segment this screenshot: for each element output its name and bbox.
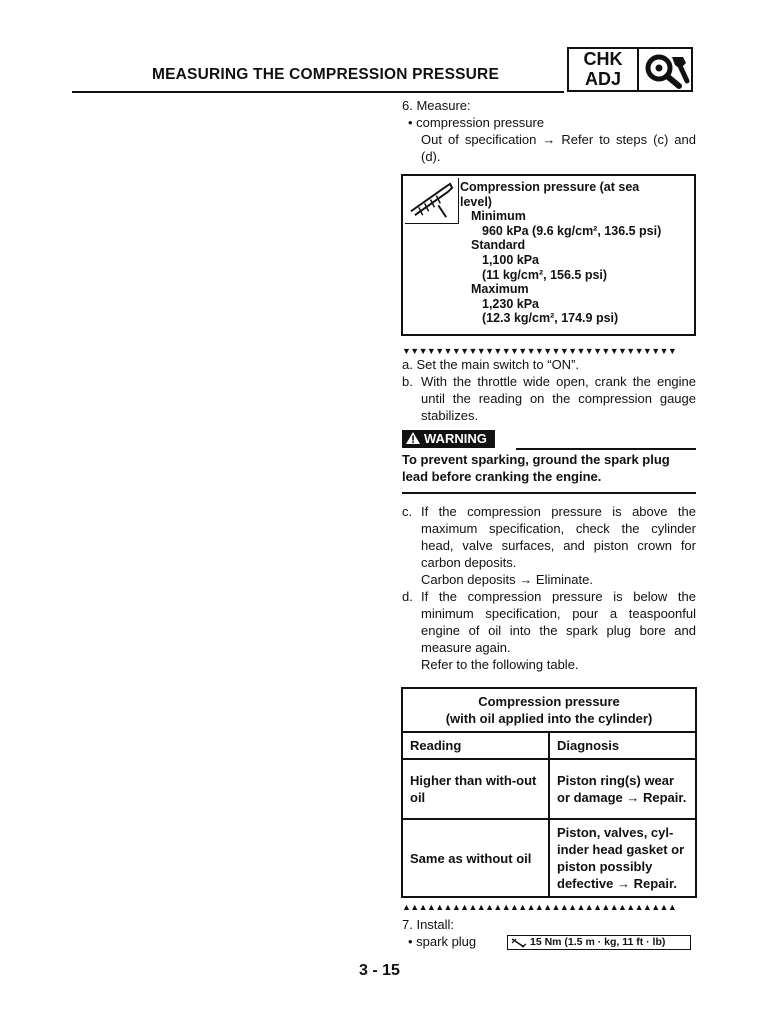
badge-adj-label: ADJ xyxy=(584,69,621,89)
table-row xyxy=(402,819,696,897)
warning-label-text: WARNING xyxy=(424,431,487,446)
diagnosis-cell: Piston ring(s) wear or damage → Repair. xyxy=(549,759,696,819)
badge-text-box xyxy=(569,49,639,90)
spec-min-label: Minimum xyxy=(471,209,526,224)
table-title xyxy=(402,688,696,732)
procedure-end-markers: ▲▲▲▲▲▲▲▲▲▲▲▲▲▲▲▲▲▲▲▲▲▲▲▲▲▲▲▲▲▲▲▲▲ xyxy=(402,902,677,912)
procedure-start-markers: ▼▼▼▼▼▼▼▼▼▼▼▼▼▼▼▼▼▼▼▼▼▼▼▼▼▼▼▼▼▼▼▼▼ xyxy=(402,346,677,356)
step-c-note: Carbon deposits → Eliminate. xyxy=(421,572,593,587)
caliper-gauge-icon xyxy=(405,178,459,224)
table-header-row xyxy=(402,732,696,759)
chk-adj-badge xyxy=(567,47,693,92)
step-b: With the throttle wide open, crank the engine until the reading on the compression gauge stabilizes. xyxy=(421,374,696,423)
torque-spec-box xyxy=(507,935,691,950)
warning-triangle-icon xyxy=(406,432,420,444)
column-header-reading: Reading xyxy=(402,732,549,759)
spec-max-label: Maximum xyxy=(471,282,529,297)
spec-std-value-2: (11 kg/cm², 156.5 psi) xyxy=(482,267,608,282)
step-b-marker: b. xyxy=(402,374,413,389)
page-number: 3 - 15 xyxy=(359,962,400,979)
warning-top-rule xyxy=(516,448,696,450)
step-6-item: • compression pressure xyxy=(408,115,545,130)
torque-wrench-icon xyxy=(511,937,527,948)
warning-text: To prevent sparking, ground the spark plug lead before cranking the engine. xyxy=(402,452,670,484)
header-rule xyxy=(72,91,564,93)
step-7-title: 7. Install: xyxy=(402,917,455,932)
magnifier-wrench-icon xyxy=(639,51,691,89)
step-7-item: • spark plug xyxy=(408,934,477,949)
table-title-line1: Compression pressure xyxy=(478,694,620,709)
table-title-line2: (with oil applied into the cylinder) xyxy=(445,711,653,726)
step-d-marker: d. xyxy=(402,589,413,604)
step-a: a. Set the main switch to “ON”. xyxy=(402,357,580,372)
table-title-row xyxy=(402,688,696,732)
reading-cell: Same as without oil xyxy=(402,819,549,897)
step-c: If the compression pressure is above the maximum specification, check the cylinder head, valve surfaces, and piston crown for carbon deposits. xyxy=(421,504,696,570)
specification-box xyxy=(401,174,696,336)
step-6-title: 6. Measure: xyxy=(402,98,471,113)
spec-max-value-1: 1,230 kPa xyxy=(482,296,539,311)
spec-min-value: 960 kPa (9.6 kg/cm², 136.5 psi) xyxy=(482,223,662,238)
page-title: MEASURING THE COMPRESSION PRESSURE xyxy=(152,66,499,83)
column-header-diagnosis: Diagnosis xyxy=(549,732,696,759)
spec-title-line2: level) xyxy=(460,194,492,209)
table-row xyxy=(402,759,696,819)
spec-values xyxy=(460,180,692,326)
spec-title-line1: Compression pressure (at sea xyxy=(460,180,640,194)
step-6-note: Out of specification → Refer to steps (c) and (d). xyxy=(421,132,696,164)
badge-chk-label: CHK xyxy=(583,49,623,69)
spec-std-value-1: 1,100 kPa xyxy=(482,252,539,267)
spec-std-label: Standard xyxy=(471,238,526,253)
warning-label xyxy=(402,430,495,448)
step-d: If the compression pressure is below the minimum specification, pour a teaspoonful engine of oil into the spark plug bore and measure again. xyxy=(421,589,696,655)
torque-value: 15 Nm (1.5 m · kg, 11 ft · lb) xyxy=(530,936,666,948)
reading-cell: Higher than with-out oil xyxy=(402,759,549,819)
warning-bottom-rule xyxy=(402,492,696,494)
spec-max-value-2: (12.3 kg/cm², 174.9 psi) xyxy=(482,311,619,326)
diagnosis-cell: Piston, valves, cyl-inder head gasket or piston possibly defective → Repair. xyxy=(549,819,696,897)
step-d-note: Refer to the following table. xyxy=(421,657,579,672)
step-c-marker: c. xyxy=(402,504,413,519)
diagnosis-table xyxy=(401,687,697,898)
